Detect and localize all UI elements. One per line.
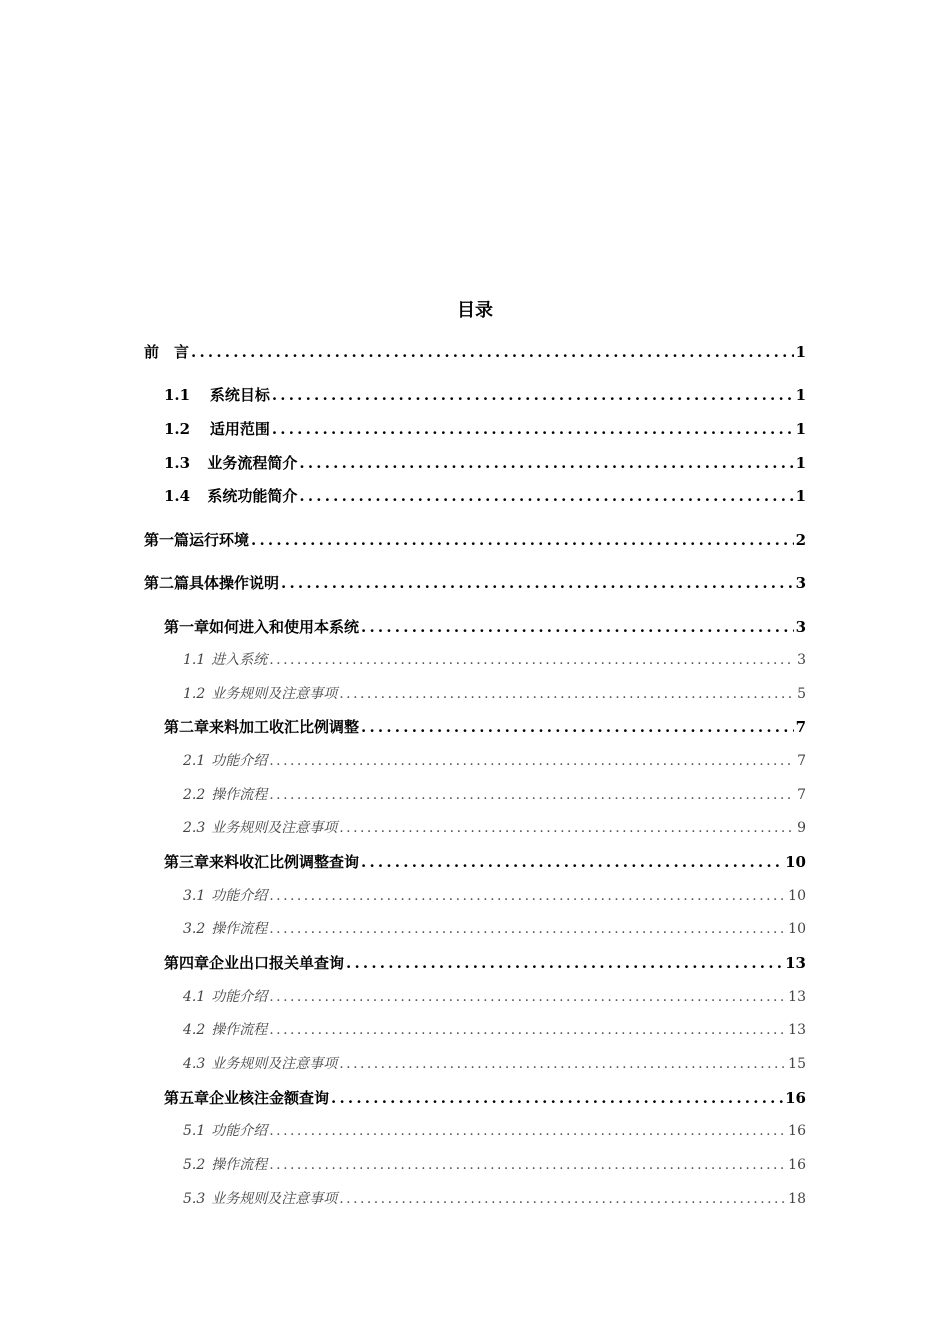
toc-entry-number: 2.3 [183, 820, 206, 836]
toc-entry-page: 16 [788, 1123, 806, 1139]
dot-leader [269, 1119, 786, 1143]
toc-entry-chapter-1[interactable] [164, 615, 806, 639]
dot-leader [251, 528, 794, 552]
toc-entry-number: 2.2 [183, 787, 206, 803]
toc-entry-2-2[interactable] [183, 783, 806, 807]
toc-entry-number: 1.2 [183, 686, 206, 702]
toc-entry-number: 1.4 [164, 487, 191, 505]
toc-entry-title: 来料加工收汇比例调整 [209, 718, 360, 736]
toc-entry-title: 功能介绍 [211, 1123, 268, 1139]
toc-entry-page: 13 [788, 1022, 806, 1038]
dot-leader [281, 571, 794, 595]
toc-entry-title: 业务规则及注意事项 [211, 1056, 338, 1072]
toc-entry-part-1[interactable] [144, 528, 806, 552]
toc-entry-number: 第二章 [164, 718, 210, 736]
dot-leader [339, 682, 795, 706]
dot-leader [361, 715, 794, 739]
dot-leader [269, 648, 795, 672]
toc-entry-title: 运行环境 [189, 531, 250, 549]
toc-entry-1-1[interactable] [164, 383, 806, 407]
page-title: 目录 [457, 300, 493, 321]
toc-entry-title: 操作流程 [211, 1022, 268, 1038]
toc-entry-page: 9 [797, 820, 806, 836]
toc-entry-5-3[interactable] [183, 1187, 806, 1211]
toc-entry-page: 7 [797, 753, 806, 769]
toc-entry-title: 企业核注金额查询 [209, 1089, 330, 1107]
toc-entry-page: 10 [785, 853, 806, 871]
dot-leader [361, 850, 783, 874]
toc-entry-1-4[interactable] [164, 484, 806, 508]
toc-entry-4-3[interactable] [183, 1052, 806, 1076]
toc-entry-number: 第三章 [164, 853, 210, 871]
toc-entry-3-1[interactable] [183, 884, 806, 908]
toc-entry-number: 5.1 [183, 1123, 206, 1139]
toc-entry-page: 10 [788, 921, 806, 937]
dot-leader [269, 985, 786, 1009]
toc-entry-number: 第五章 [164, 1089, 210, 1107]
toc-entry-title: 企业出口报关单查询 [209, 954, 345, 972]
dot-leader [269, 749, 795, 773]
toc-entry-title: 功能介绍 [211, 888, 268, 904]
toc-entry-number: 3.2 [183, 921, 206, 937]
toc-entry-page: 1 [795, 420, 806, 438]
toc-entry-preface[interactable] [144, 340, 806, 364]
toc-entry-title: 如何进入和使用本系统 [209, 618, 360, 636]
toc-entry-page: 13 [785, 954, 806, 972]
toc-entry-page: 18 [788, 1191, 806, 1207]
toc-entry-page: 16 [785, 1089, 806, 1107]
toc-entry-number: 1.3 [164, 454, 191, 472]
dot-leader [331, 1086, 783, 1110]
dot-leader [191, 340, 794, 364]
toc-entry-number: 4.3 [183, 1056, 206, 1072]
toc-entry-page: 13 [788, 989, 806, 1005]
toc-entry-page: 7 [797, 787, 806, 803]
toc-entry-number: 第四章 [164, 954, 210, 972]
toc-entry-title: 系统功能简介 [207, 487, 298, 505]
toc-entry-title: 来料收汇比例调整查询 [209, 853, 360, 871]
toc-entry-chapter-3[interactable] [164, 850, 806, 874]
dot-leader [272, 383, 794, 407]
toc-entry-title: 功能介绍 [211, 989, 268, 1005]
toc-entry-1-3[interactable] [164, 451, 806, 475]
toc-entry-title: 业务规则及注意事项 [211, 820, 338, 836]
toc-entry-number: 4.2 [183, 1022, 206, 1038]
toc-entry-number: 1.2 [164, 420, 191, 438]
dot-leader [339, 1187, 786, 1211]
toc-entry-title: 操作流程 [211, 787, 268, 803]
toc-entry-page: 1 [795, 343, 806, 361]
toc-entry-chapter-5[interactable] [164, 1086, 806, 1110]
toc-entry-page: 1 [795, 386, 806, 404]
toc-entry-1-2-sub[interactable] [183, 682, 806, 706]
toc-entry-4-2[interactable] [183, 1018, 806, 1042]
toc-entry-1-2[interactable] [164, 417, 806, 441]
toc-entry-page: 1 [795, 454, 806, 472]
dot-leader [269, 1018, 786, 1042]
dot-leader [272, 417, 794, 441]
toc-entry-page: 16 [788, 1157, 806, 1173]
toc-entry-2-1[interactable] [183, 749, 806, 773]
toc-entry-page: 3 [795, 574, 806, 592]
toc-entry-number: 5.2 [183, 1157, 206, 1173]
toc-entry-number: 5.3 [183, 1191, 206, 1207]
dot-leader [339, 816, 795, 840]
dot-leader [346, 951, 783, 975]
toc-entry-number: 前 言 [144, 343, 190, 361]
dot-leader [269, 917, 786, 941]
toc-entry-number: 第二篇 [144, 574, 190, 592]
toc-entry-title: 进入系统 [211, 652, 268, 668]
toc-entry-4-1[interactable] [183, 985, 806, 1009]
toc-entry-page: 2 [795, 531, 806, 549]
dot-leader [269, 884, 786, 908]
toc-entry-chapter-2[interactable] [164, 715, 806, 739]
toc-entry-page: 3 [795, 618, 806, 636]
toc-entry-page: 15 [788, 1056, 806, 1072]
toc-entry-chapter-4[interactable] [164, 951, 806, 975]
toc-entry-page: 3 [797, 652, 806, 668]
toc-entry-title: 功能介绍 [211, 753, 268, 769]
toc-entry-number: 第一篇 [144, 531, 190, 549]
toc-entry-page: 7 [795, 718, 806, 736]
toc-entry-3-2[interactable] [183, 917, 806, 941]
toc-entry-number: 第一章 [164, 618, 210, 636]
toc-entry-title: 操作流程 [211, 921, 268, 937]
toc-entry-title: 具体操作说明 [189, 574, 280, 592]
dot-leader [339, 1052, 786, 1076]
dot-leader [299, 451, 793, 475]
toc-entry-number: 3.1 [183, 888, 206, 904]
toc-entry-title: 系统目标 [209, 386, 270, 404]
toc-entry-title: 操作流程 [211, 1157, 268, 1173]
toc-entry-page: 10 [788, 888, 806, 904]
toc-entry-page: 1 [795, 487, 806, 505]
toc-entry-title: 业务流程简介 [207, 454, 298, 472]
toc-entry-5-1[interactable] [183, 1119, 806, 1143]
dot-leader [269, 1153, 786, 1177]
toc-entry-page: 5 [797, 686, 806, 702]
toc-entry-2-3[interactable] [183, 816, 806, 840]
dot-leader [361, 615, 794, 639]
toc-entry-number: 1.1 [183, 652, 206, 668]
toc-entry-1-1-sub[interactable] [183, 648, 806, 672]
toc-entry-title: 适用范围 [209, 420, 270, 438]
dot-leader [269, 783, 795, 807]
toc-entry-part-2[interactable] [144, 571, 806, 595]
toc-entry-number: 1.1 [164, 386, 191, 404]
dot-leader [299, 484, 793, 508]
toc-entry-number: 4.1 [183, 989, 206, 1005]
toc-entry-title: 业务规则及注意事项 [211, 1191, 338, 1207]
toc-entry-5-2[interactable] [183, 1153, 806, 1177]
toc-entry-title: 业务规则及注意事项 [211, 686, 338, 702]
toc-entry-number: 2.1 [183, 753, 206, 769]
